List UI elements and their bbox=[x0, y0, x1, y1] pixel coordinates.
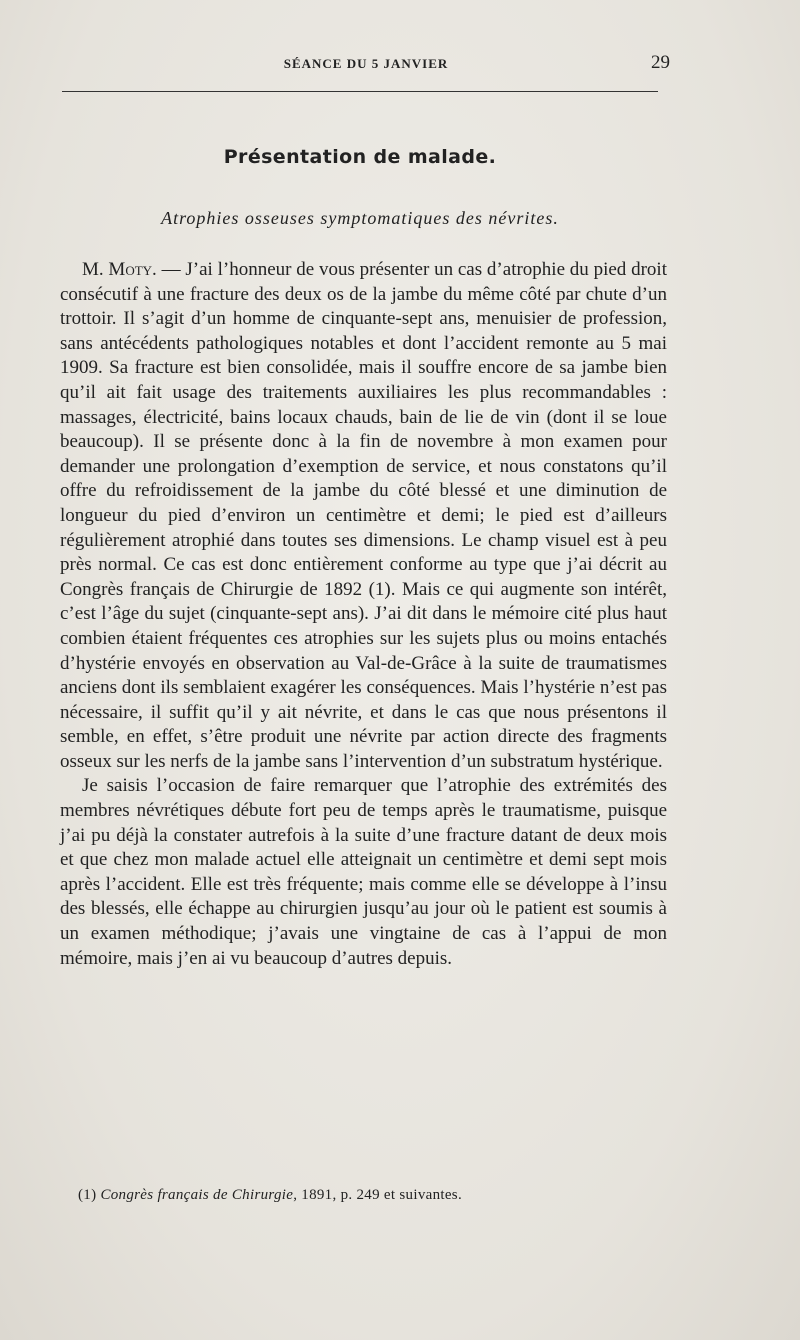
section-subheading: Atrophies osseuses symptomatiques des névrites. bbox=[161, 208, 559, 228]
footnote-reference[interactable]: (1) bbox=[368, 578, 391, 600]
paragraph-1 bbox=[60, 258, 667, 774]
header-rule bbox=[62, 91, 658, 92]
body-text bbox=[60, 258, 667, 971]
running-header bbox=[62, 52, 670, 82]
speaker-name: M. Moty. bbox=[82, 259, 157, 280]
footnote-rest: , 1891, p. 249 et suivantes. bbox=[293, 1187, 462, 1203]
paragraph-1-text-a: — J’ai l’honneur de vous présenter un cas d’atrophie du pied droit consécutif à une fracture des deux os de la jambe du même côté par chute d’un trottoir. Il s’agit d’un homme de cinquante-sept ans, menuisier de profession, sans antécédents pathologiques notables et dont l’accident remonte au 5 mai 1909. Sa fracture est bien consolidée, mais il souffre encore de sa jambe bien qu’il ait fait usage des traitements auxiliaires les plus recommandables : massages, électricité, bains locaux chauds, bain de lie de vin (dont il se loue beaucoup). Il se présente donc à la fin de novembre à mon examen pour demander une prolongation d’exemption de service, et nous constatons qu’il offre du refroidissement de la jambe du côté blessé et une diminution de longueur du pied d’environ un centimètre et demi; le pied est d’ailleurs régulièrement atrophié dans toutes ses dimensions. Le champ visuel est à peu près normal. Ce cas est donc entièrement conforme au type que j’ai décrit au Congrès français de Chirurgie de 1892 bbox=[60, 259, 667, 600]
running-title: SÉANCE DU 5 JANVIER bbox=[283, 56, 449, 71]
section-heading: Présentation de malade. bbox=[223, 146, 497, 168]
footnote-marker: (1) bbox=[78, 1187, 97, 1203]
footnote-title: Congrès français de Chirurgie bbox=[100, 1187, 294, 1203]
page-number: 29 bbox=[651, 52, 670, 73]
paragraph-1-text-b: . Mais ce qui augmente son intérêt, c’est l’âge du sujet (cinquante-sept ans). J’ai dit dans le mémoire cité plus haut combien étaient fréquentes ces atrophies sur les sujets plus ou moins entachés d’hystérie envoyés en observation au Val-de-Grâce à la suite de traumatismes anciens dont ils semblaient exagérer les conséquences. Mais l’hystérie n’est pas nécessaire, il suffit qu’il y ait névrite, et dans le cas que nous présentons il semble, en effet, s’être produit une névrite par action directe des fragments osseux sur les nerfs de la jambe sans l’intervention d’un substratum hystérique. bbox=[60, 578, 667, 772]
paragraph-2: Je saisis l’occasion de faire remarquer que l’atrophie des extrémités des membres névrétiques débute fort peu de temps après le traumatisme, puisque j’ai pu déjà la constater autrefois à la suite d’une fracture datant de deux mois et que chez mon malade actuel elle atteignait un centimètre et demi sept mois après l’accident. Elle est très fréquente; mais comme elle se développe à l’insu des blessés, elle échappe au chirurgien jusqu’au jour où le patient est soumis à un examen méthodique; j’avais une vingtaine de cas à l’appui de mon mémoire, mais j’en ai vu beaucoup d’autres depuis. bbox=[60, 775, 667, 969]
footnote bbox=[78, 1187, 668, 1204]
